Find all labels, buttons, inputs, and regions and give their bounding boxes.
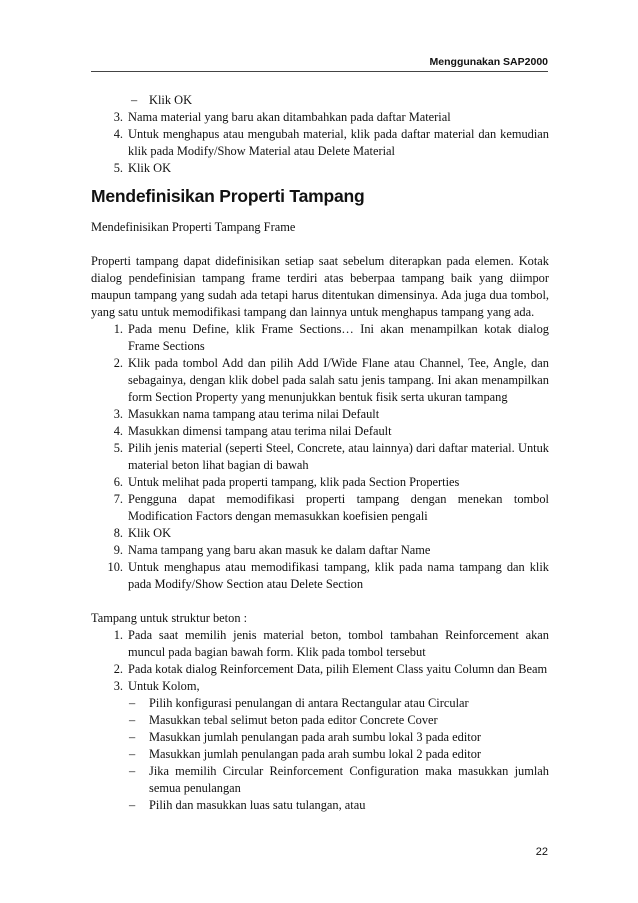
list-item-text: Klik OK	[128, 526, 172, 540]
dash-bullet: –	[129, 764, 136, 778]
concrete-steps-list	[91, 627, 549, 695]
sublist-item	[129, 695, 549, 712]
running-header	[91, 56, 548, 72]
list-item	[91, 160, 549, 177]
list-item	[91, 627, 549, 661]
list-item-text: Nama tampang yang baru akan masuk ke dalam daftar Name	[128, 543, 431, 557]
list-item-number: 5.	[113, 441, 123, 455]
sublist-item	[129, 797, 549, 814]
list-item-number: 5.	[113, 161, 123, 175]
page-content	[91, 92, 549, 814]
list-item-text: Klik OK	[128, 161, 172, 175]
list-item	[91, 525, 549, 542]
sublist-item-text: Masukkan tebal selimut beton pada editor Concrete Cover	[149, 713, 438, 727]
list-item-number: 8.	[113, 526, 123, 540]
list-item	[91, 355, 549, 406]
list-item-text: Masukkan dimensi tampang atau terima nilai Default	[128, 424, 392, 438]
list-item	[91, 491, 549, 525]
list-item-number: 2.	[113, 356, 123, 370]
dash-bullet: –	[129, 747, 136, 761]
list-item-number: 3.	[113, 110, 123, 124]
list-item-text: Pada kotak dialog Reinforcement Data, pilih Element Class yaitu Column dan Beam	[128, 662, 548, 676]
list-item-number: 3.	[113, 407, 123, 421]
sublist-item-text: Jika memilih Circular Reinforcement Configuration maka masukkan jumlah semua penulangan	[149, 764, 549, 795]
list-item-number: 4.	[113, 127, 123, 141]
sublist-item-text: Masukkan jumlah penulangan pada arah sumbu lokal 2 pada editor	[149, 747, 482, 761]
list-item-text: Pada menu Define, klik Frame Sections… Ini akan menampilkan kotak dialog Frame Sections	[128, 322, 549, 353]
list-item-text: Nama material yang baru akan ditambahkan pada daftar Material	[128, 110, 451, 124]
page-number: 22	[535, 846, 548, 858]
list-item	[91, 406, 549, 423]
list-item-number: 7.	[113, 492, 123, 506]
list-item	[91, 678, 549, 695]
list-item	[91, 474, 549, 491]
list-item	[91, 321, 549, 355]
sublist-item	[129, 729, 549, 746]
list-item-dash	[91, 92, 549, 109]
list-item-text: Pada saat memilih jenis material beton, tombol tambahan Reinforcement akan muncul pada bagian bawah form. Klik pada tombol tersebut	[128, 628, 549, 659]
sublist-item	[129, 746, 549, 763]
sublist-item-text: Pilih dan masukkan luas satu tulangan, atau	[149, 798, 366, 812]
list-item	[91, 542, 549, 559]
concrete-intro: Tampang untuk struktur beton :	[91, 611, 248, 625]
list-item	[91, 440, 549, 474]
list-item-number: 10.	[107, 560, 123, 574]
list-item	[91, 109, 549, 126]
list-item-number: 2.	[113, 662, 123, 676]
section-title: Mendefinisikan Properti Tampang	[91, 186, 365, 206]
list-item	[91, 423, 549, 440]
list-item-number: 4.	[113, 424, 123, 438]
dash-bullet: –	[131, 93, 138, 107]
list-item-text: Masukkan nama tampang atau terima nilai Default	[128, 407, 380, 421]
dash-bullet: –	[129, 730, 136, 744]
dash-bullet: –	[129, 696, 136, 710]
dash-bullet: –	[129, 713, 136, 727]
list-item	[91, 661, 549, 678]
list-item-text: Untuk melihat pada properti tampang, klik pada Section Properties	[128, 475, 460, 489]
list-item-number: 1.	[113, 628, 123, 642]
list-item-number: 1.	[113, 322, 123, 336]
header-title: Menggunakan SAP2000	[429, 56, 548, 68]
list-item-text: Pilih jenis material (seperti Steel, Concrete, atau lainnya) dari daftar material. Untuk material beton lihat bagian di bawah	[128, 441, 549, 472]
list-item-text: Untuk menghapus atau memodifikasi tampang, klik pada nama tampang dan klik pada Modify/Show Section atau Delete Section	[128, 560, 549, 591]
list-item	[91, 559, 549, 593]
top-list	[91, 109, 549, 177]
list-item-number: 9.	[113, 543, 123, 557]
kolom-sublist	[91, 695, 549, 814]
frame-steps-list	[91, 321, 549, 593]
sublist-item-text: Masukkan jumlah penulangan pada arah sumbu lokal 3 pada editor	[149, 730, 482, 744]
list-item-text: Untuk Kolom,	[128, 679, 200, 693]
list-item-text: Untuk menghapus atau mengubah material, klik pada daftar material dan kemudian klik pada Modify/Show Material atau Delete Material	[128, 127, 549, 158]
list-item-number: 3.	[113, 679, 123, 693]
list-item	[91, 126, 549, 160]
list-item-number: 6.	[113, 475, 123, 489]
sublist-item	[129, 763, 549, 797]
subtitle: Mendefinisikan Properti Tampang Frame	[91, 220, 296, 234]
list-item-text: Klik pada tombol Add dan pilih Add I/Wide Flane atau Channel, Tee, Angle, dan sebagainya, dengan klik dobel pada salah satu jenis tampang. Ini akan menampilkan form Section Property yang menunjukkan bentuk fisik serta ukuran tampang	[128, 356, 549, 404]
sublist-item-text: Pilih konfigurasi penulangan di antara Rectangular atau Circular	[149, 696, 469, 710]
sublist-item	[129, 712, 549, 729]
dash-bullet: –	[129, 798, 136, 812]
list-item-text: Pengguna dapat memodifikasi properti tampang dengan menekan tombol Modification Factors dengan memasukkan koefisien pengali	[128, 492, 549, 523]
intro-paragraph: Properti tampang dapat didefinisikan setiap saat sebelum diterapkan pada elemen. Kotak dialog pendefinisian tampang frame terdiri atas beberpaa tampang baik yang diimpor maupun tampang yang sudah ada tetapi harus ditentukan dimensinya. Ada juga dua tombol, yang satu untuk memodifikasi tampang dan lainnya untuk menghapus tampang yang ada.	[91, 254, 549, 319]
list-item-text: Klik OK	[149, 93, 193, 107]
